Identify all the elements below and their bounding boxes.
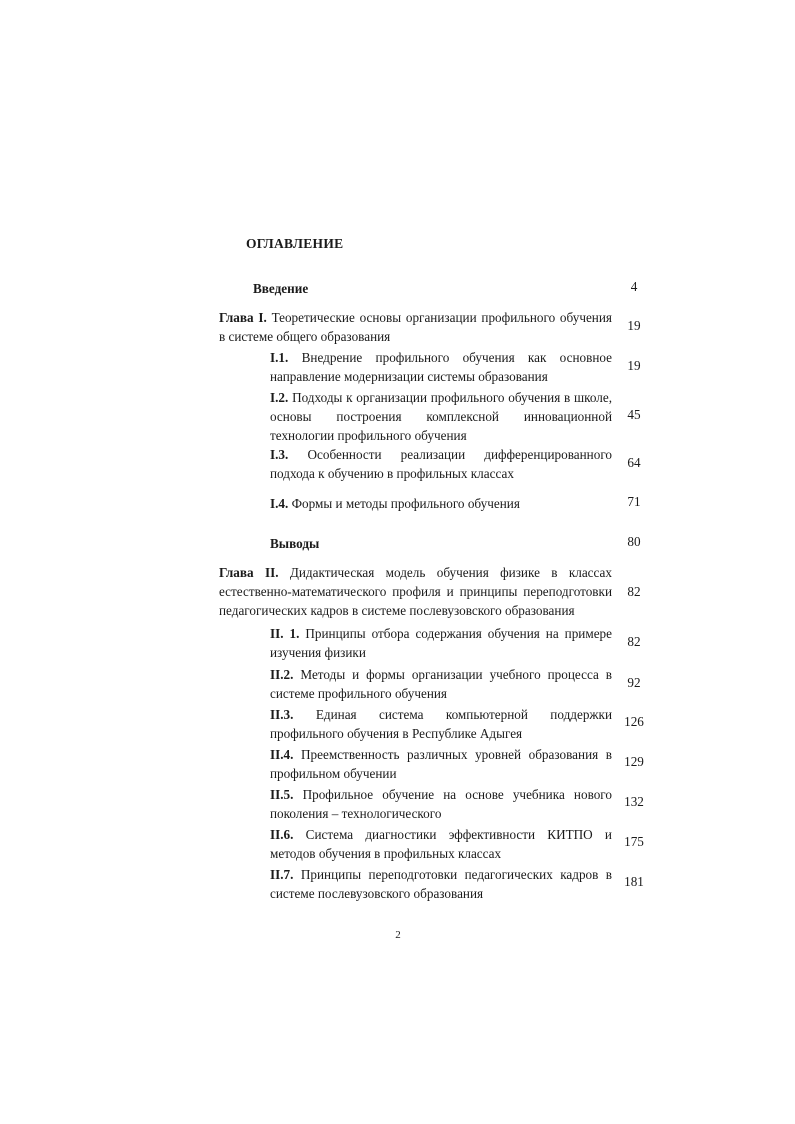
entry-label: I.3.: [270, 447, 289, 462]
entry-text: Профильное обучение на основе учебника нового поколения – технологического: [270, 787, 612, 821]
entry-label: II.6.: [270, 827, 294, 842]
entry-page: 129: [624, 754, 644, 769]
entry-label: I.1.: [270, 350, 289, 365]
entry-text: Дидактическая модель обучения физике в классах естественно-математического профиля и принципы переподготовки педагогических кадров в системе послевузовского образования: [219, 565, 612, 618]
toc-entry-section: [270, 745, 612, 783]
entry-text: Внедрение профильного обучения как основное направление модернизации системы образования: [270, 350, 612, 384]
entry-page: 64: [627, 455, 641, 470]
toc-entry-chapter-1: [219, 308, 612, 346]
toc-entry-intro: [253, 279, 593, 298]
toc-entry-section: [270, 665, 612, 703]
entry-page: 126: [624, 714, 644, 729]
entry-page: 4: [630, 279, 638, 294]
entry-page: 132: [624, 794, 644, 809]
toc-entry-section: [270, 388, 612, 445]
entry-page: 175: [624, 834, 644, 849]
toc-entry-section: [270, 865, 612, 903]
toc-entry-section: [270, 445, 612, 483]
entry-text: Принципы переподготовки педагогических кадров в системе послевузовского образования: [270, 867, 612, 901]
toc-entry-section: [270, 624, 612, 662]
toc-title: ОГЛАВЛЕНИЕ: [246, 236, 344, 251]
entry-label: II.2.: [270, 667, 294, 682]
entry-page: 19: [627, 318, 641, 333]
toc-entry-section: [270, 494, 612, 513]
toc-entry-conclusions: [270, 534, 612, 553]
entry-text: Подходы к организации профильного обучения в школе, основы построения комплексной инновационной технологии профильного обучения: [270, 390, 613, 443]
entry-label: II.5.: [270, 787, 294, 802]
entry-page: 71: [627, 494, 641, 509]
toc-entry-section: [270, 705, 612, 743]
entry-label: II.7.: [270, 867, 294, 882]
entry-label: Введение: [253, 281, 309, 296]
entry-text: Преемственность различных уровней образования в профильном обучении: [270, 747, 612, 781]
entry-label: II. 1.: [270, 626, 300, 641]
entry-page: 45: [627, 407, 641, 422]
toc-entry-section: [270, 785, 612, 823]
entry-label: I.4.: [270, 496, 289, 511]
entry-text: Система диагностики эффективности КИТПО и методов обучения в профильных классах: [270, 827, 612, 861]
entry-text: Единая система компьютерной поддержки профильного обучения в Республике Адыгея: [270, 707, 613, 741]
entry-page: 82: [627, 584, 641, 599]
entry-page: 181: [624, 874, 644, 889]
toc-entry-chapter-2: [219, 563, 612, 620]
entry-label: II.3.: [270, 707, 294, 722]
entry-text: Методы и формы организации учебного процесса в системе профильного обучения: [270, 667, 613, 701]
entry-label: Глава II.: [219, 565, 279, 580]
entry-text: Формы и методы профильного обучения: [291, 496, 520, 511]
entry-page: 82: [627, 634, 641, 649]
entry-page: 80: [627, 534, 641, 549]
entry-text: Особенности реализации дифференцированного подхода к обучению в профильных классах: [270, 447, 612, 481]
entry-label: Выводы: [270, 536, 320, 551]
entry-label: I.2.: [270, 390, 289, 405]
entry-text: Теоретические основы организации профильного обучения в системе общего образования: [219, 310, 612, 344]
entry-label: Глава I.: [219, 310, 267, 325]
entry-page: 92: [627, 675, 641, 690]
entry-page: 19: [627, 358, 641, 373]
toc-entry-section: [270, 825, 612, 863]
entry-label: II.4.: [270, 747, 294, 762]
toc-entry-section: [270, 348, 612, 386]
entry-text: Принципы отбора содержания обучения на примере изучения физики: [270, 626, 612, 660]
page-number: 2: [395, 929, 401, 941]
